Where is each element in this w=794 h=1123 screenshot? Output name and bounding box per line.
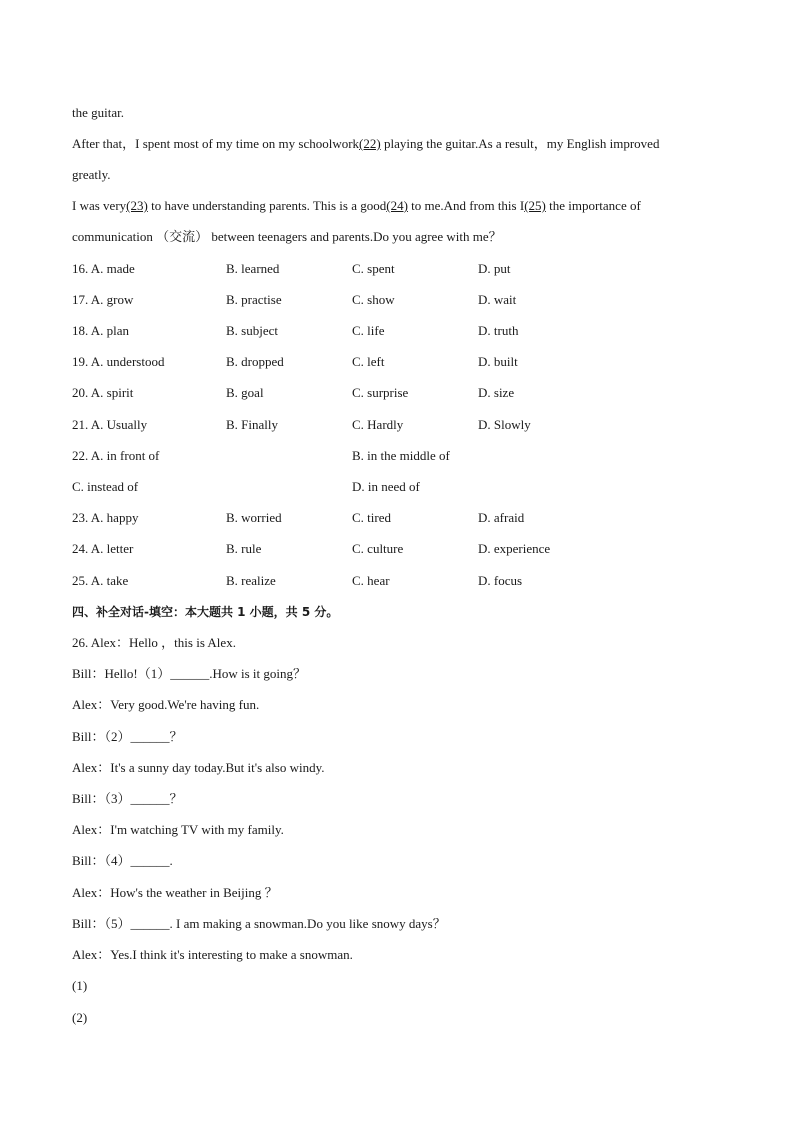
option-b: B. in the middle of [352, 448, 450, 463]
passage-line-1: the guitar. [72, 105, 124, 120]
option-c: C. show [352, 292, 395, 307]
option-b: B. rule [226, 541, 262, 556]
option-a: 19. A. understood [72, 354, 165, 369]
option-d: D. Slowly [478, 417, 531, 432]
option-a: 24. A. letter [72, 541, 134, 556]
option-c: C. culture [352, 541, 404, 556]
option-d: D. experience [478, 541, 551, 556]
blank-22: (22) [359, 136, 381, 151]
passage-line-2 [72, 135, 659, 153]
dialogue-line: 26. Alex：Hello ，this is Alex. [72, 635, 236, 650]
passage-line-3: greatly. [72, 167, 111, 182]
dialogue-line: Alex：Very good.We're having fun. [72, 697, 260, 712]
option-d: D. focus [478, 573, 523, 588]
dialogue-line: Bill：（2）______？ [72, 729, 183, 744]
dialogue-line: Bill：Hello!（1）______.How is it going？ [72, 666, 307, 681]
dialogue-line: Bill：（3）______？ [72, 791, 183, 806]
option-c: C. surprise [352, 385, 409, 400]
dialogue-line: Alex：How's the weather in Beijing ？ [72, 885, 278, 900]
passage-line-4 [72, 197, 641, 215]
option-c: C. spent [352, 261, 395, 276]
dialogue-line: Alex：Yes.I think it's interesting to make a snowman. [72, 947, 353, 962]
option-d: D. built [478, 354, 518, 369]
option-d: D. size [478, 385, 515, 400]
answer-label-1: (1) [72, 978, 88, 993]
option-c: C. hear [352, 573, 390, 588]
option-a: 23. A. happy [72, 510, 139, 525]
option-a: 21. A. Usually [72, 417, 148, 432]
option-d: D. wait [478, 292, 517, 307]
option-c: C. left [352, 354, 385, 369]
option-b: B. learned [226, 261, 280, 276]
dialogue-line: Alex：It's a sunny day today.But it's also windy. [72, 760, 325, 775]
option-b: B. subject [226, 323, 278, 338]
option-d: D. afraid [478, 510, 525, 525]
text: I was very [72, 198, 127, 213]
option-a: 17. A. grow [72, 292, 134, 307]
option-c: C. life [352, 323, 385, 338]
option-c: C. Hardly [352, 417, 404, 432]
option-d: D. in need of [352, 479, 420, 494]
blank-23: (23) [126, 198, 148, 213]
dialogue-line: Bill：（5）______. I am making a snowman.Do you like snowy days？ [72, 916, 446, 931]
option-b: B. practise [226, 292, 282, 307]
dialogue-line: Bill：（4）______. [72, 853, 173, 868]
text: the importance of [545, 198, 641, 213]
text: to have understanding parents. This is a good [147, 198, 387, 213]
passage-line-5: communication （交流） between teenagers and parents.Do you agree with me？ [72, 229, 502, 244]
option-b: B. worried [226, 510, 282, 525]
option-c: C. instead of [72, 479, 139, 494]
option-d: D. put [478, 261, 511, 276]
answer-label-2: (2) [72, 1010, 88, 1025]
option-b: B. realize [226, 573, 276, 588]
text: to me.And from this I [407, 198, 525, 213]
option-a: 22. A. in front of [72, 448, 160, 463]
option-b: B. goal [226, 385, 264, 400]
option-b: B. Finally [226, 417, 279, 432]
option-d: D. truth [478, 323, 519, 338]
text: playing the guitar.As a result，my English improved [380, 136, 660, 151]
option-a: 25. A. take [72, 573, 129, 588]
option-a: 20. A. spirit [72, 385, 134, 400]
dialogue-line: Alex：I'm watching TV with my family. [72, 822, 284, 837]
blank-25: (25) [524, 198, 546, 213]
text: After that，I spent most of my time on my schoolwork [72, 136, 360, 151]
option-a: 18. A. plan [72, 323, 130, 338]
option-a: 16. A. made [72, 261, 135, 276]
blank-24: (24) [386, 198, 408, 213]
option-b: B. dropped [226, 354, 284, 369]
section-heading: 四、补全对话-填空：本大题共 1 小题，共 5 分。 [72, 605, 339, 619]
option-c: C. tired [352, 510, 391, 525]
